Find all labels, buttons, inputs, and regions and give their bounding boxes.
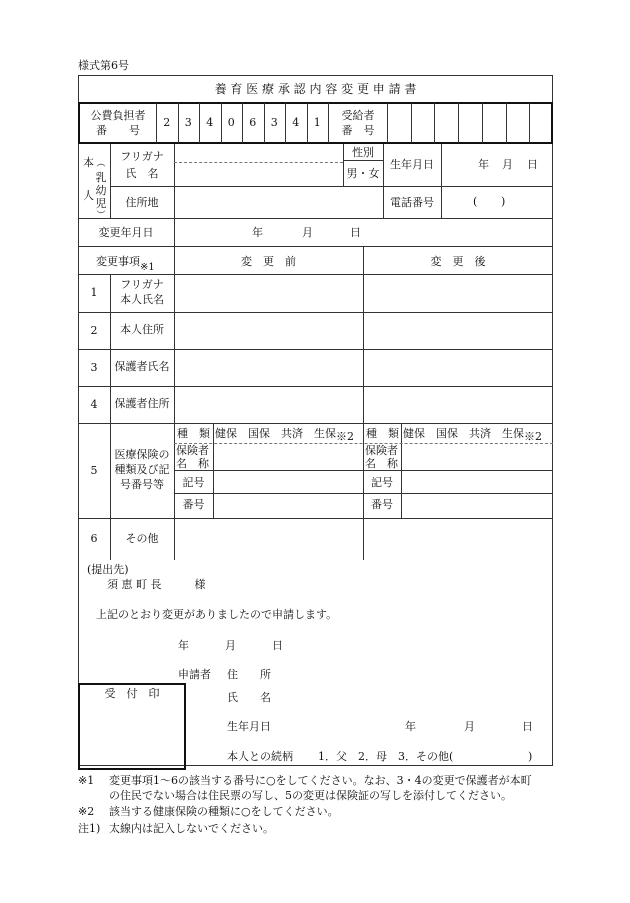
birth-label: 生年月日 xyxy=(390,158,434,171)
before-value-input[interactable] xyxy=(175,275,362,311)
submit-to-label: (提出先) xyxy=(87,563,129,576)
change-row-number: 3 xyxy=(90,360,98,374)
apply-month: 月 xyxy=(225,639,236,652)
change-date-label: 変更年月日 xyxy=(98,226,154,239)
after-value-input[interactable] xyxy=(364,275,552,311)
applicant-birth-year: 年 xyxy=(405,720,416,733)
statement: 上記のとおり変更がありましたので申請します。 xyxy=(96,608,338,621)
recipient-divider xyxy=(434,103,435,143)
change-row-number: 5 xyxy=(90,463,98,477)
relation-close: ) xyxy=(528,750,533,763)
applicant-address-label: 住 所 xyxy=(227,668,271,681)
change-row-label: 種類及び記 xyxy=(114,463,170,476)
before-value-input[interactable] xyxy=(175,387,362,422)
after-number-label: 番号 xyxy=(371,498,393,511)
relation-options[interactable]: 1．父 2．母 3．その他( xyxy=(318,750,454,763)
change-day: 日 xyxy=(350,226,361,239)
birth-year: 年 xyxy=(478,158,489,171)
after-symbol-label: 記号 xyxy=(371,476,393,489)
address-input[interactable] xyxy=(175,187,383,218)
change-row-number: 1 xyxy=(90,286,98,299)
recipient-divider xyxy=(411,103,412,143)
before-insurance-options-text[interactable]: 健保 国保 共済 生保 xyxy=(215,427,336,440)
submit-to-name: 須 恵 町 長 様 xyxy=(107,578,206,591)
after-value-input[interactable] xyxy=(364,313,552,348)
change-row-label: フリガナ xyxy=(120,278,164,291)
change-row-label: その他 xyxy=(125,531,159,545)
payer-digit: 4 xyxy=(206,116,214,129)
payer-digit: 4 xyxy=(292,116,300,129)
after-insurance-kind-label: 種 類 xyxy=(366,427,399,440)
after-value-input[interactable] xyxy=(364,387,552,422)
change-row-label: 保護者住所 xyxy=(114,397,170,410)
change-year: 年 xyxy=(252,226,263,239)
after-insurance-note: ※2 xyxy=(524,430,542,443)
recipient-label-2: 番 号 xyxy=(341,124,375,137)
before-value-input[interactable] xyxy=(175,519,362,559)
before-symbol-label: 記号 xyxy=(182,476,205,489)
change-row-number: 4 xyxy=(90,397,98,411)
note-text: 変更事項1～6の該当する番号に○をしてください。なお、3・4の変更で保護者が本町 xyxy=(109,774,532,787)
recipient-divider xyxy=(458,103,459,143)
recipient-label-1: 受給者 xyxy=(341,109,375,122)
note-mark: ※1 xyxy=(78,774,95,787)
applicant-name-label: 氏 名 xyxy=(227,691,271,704)
after-value-input[interactable] xyxy=(364,519,552,559)
person-side-sub: ︵ 乳 幼 児 ︶ xyxy=(95,159,107,221)
payer-label-2: 番 号 xyxy=(96,124,140,137)
form-title: 養 育 医 療 承 認 内 容 変 更 申 請 書 xyxy=(214,82,417,96)
apply-day: 日 xyxy=(272,639,283,652)
person-side-nin: 人 xyxy=(83,189,94,202)
change-row-label: 保護者氏名 xyxy=(114,360,170,373)
change-row-label: 医療保険の xyxy=(114,448,170,461)
before-insurer-label-2: 名 称 xyxy=(176,457,209,470)
note-text: 太線内は記入しないでください。 xyxy=(109,822,274,835)
phone-paren-open: ( xyxy=(473,195,478,208)
change-row-number: 2 xyxy=(90,323,98,337)
applicant-birth-label: 生年月日 xyxy=(227,720,271,733)
note-mark: 注1) xyxy=(78,822,101,835)
after-insurer-label-1: 保険者 xyxy=(365,444,398,457)
change-row-label: 本人氏名 xyxy=(120,293,164,306)
before-number-label: 番号 xyxy=(182,498,205,511)
name-label: 氏 名 xyxy=(125,167,159,180)
payer-digit: 0 xyxy=(227,116,235,129)
birth-month: 月 xyxy=(502,158,513,171)
reception-stamp-label: 受 付 印 xyxy=(104,687,160,700)
payer-digit: 1 xyxy=(313,116,321,129)
phone-label: 電話番号 xyxy=(390,196,434,209)
birth-day: 日 xyxy=(527,158,538,171)
sex-value[interactable]: 男・女 xyxy=(346,167,380,180)
person-side-sub-char: 乳 xyxy=(95,171,107,184)
after-insurance-options[interactable] xyxy=(403,427,542,443)
form-number: 様式第6号 xyxy=(78,59,129,72)
change-row-label: 号番号等 xyxy=(120,478,164,491)
address-label: 住所地 xyxy=(125,196,159,209)
before-insurance-kind-label: 種 類 xyxy=(177,427,210,440)
person-side-sub-char: 児 xyxy=(95,197,107,210)
recipient-divider xyxy=(506,103,507,143)
applicant-label: 申請者 xyxy=(178,668,211,681)
person-side-hon: 本 xyxy=(83,156,94,169)
payer-digit: 6 xyxy=(249,116,257,129)
payer-label-1: 公費負担者 xyxy=(90,109,146,122)
recipient-divider xyxy=(529,103,530,143)
note-text: 該当する健康保険の種類に○をしてください。 xyxy=(109,805,339,818)
change-row-label: 本人住所 xyxy=(120,323,164,336)
before-value-input[interactable] xyxy=(175,313,362,348)
row-divider xyxy=(78,423,553,424)
name-input[interactable] xyxy=(174,144,343,186)
payer-digit: 2 xyxy=(163,116,171,129)
after-value-input[interactable] xyxy=(364,350,552,385)
change-row-number: 6 xyxy=(90,532,98,545)
payer-digit: 3 xyxy=(270,116,278,129)
applicant-birth-day: 日 xyxy=(522,720,533,733)
before-insurance-note: ※2 xyxy=(336,430,354,443)
applicant-birth-month: 月 xyxy=(464,720,475,733)
apply-year: 年 xyxy=(178,639,189,652)
after-header: 変 更 後 xyxy=(430,255,486,268)
furigana-label: フリガナ xyxy=(120,150,164,163)
before-header: 変 更 前 xyxy=(241,255,296,268)
change-month: 月 xyxy=(302,226,313,239)
after-insurance-options-text[interactable]: 健保 国保 共済 生保 xyxy=(403,427,524,440)
phone-paren-close: ) xyxy=(501,195,506,208)
before-insurance-options[interactable] xyxy=(215,427,354,443)
before-insurer-label-1: 保険者 xyxy=(176,444,209,457)
payer-digit: 3 xyxy=(184,116,192,129)
sex-label: 性別 xyxy=(352,146,374,159)
after-insurer-label-2: 名 称 xyxy=(365,457,398,470)
before-value-input[interactable] xyxy=(175,350,362,385)
note-mark: ※2 xyxy=(78,805,95,818)
relation-label: 本人との続柄 xyxy=(227,750,293,763)
note-text-cont: の住民でない場合は住民票の写し、5の変更は保険証の写しを添付してください。 xyxy=(109,789,512,802)
recipient-divider xyxy=(482,103,483,143)
change-items-label: 変更事項※1 xyxy=(96,255,155,273)
person-side-sub-char: 幼 xyxy=(95,184,107,197)
